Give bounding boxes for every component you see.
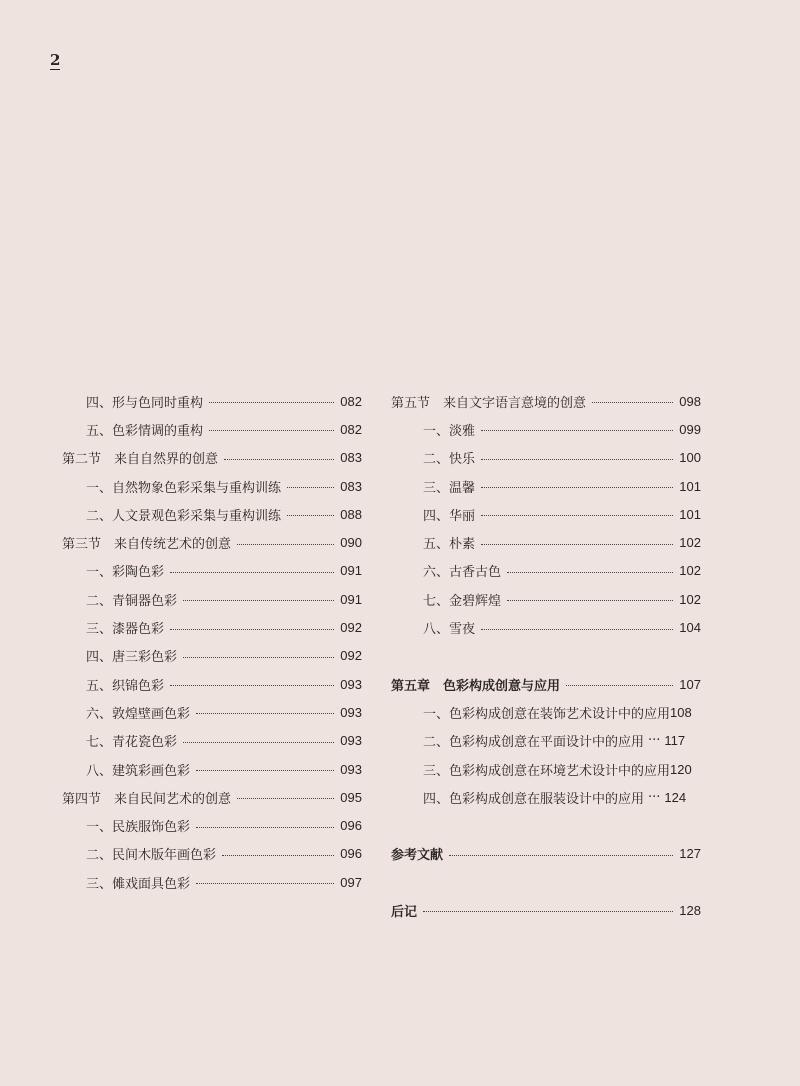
toc-entry[interactable] (391, 613, 701, 641)
toc-leader-dots (287, 486, 334, 488)
toc-entry-page: 117 (664, 733, 686, 749)
toc-entry-page: 093 (340, 704, 362, 720)
toc-leader-dots (183, 741, 334, 743)
toc-leader-dots: ··· (648, 733, 661, 749)
toc-entry-page: 096 (340, 818, 362, 834)
toc-entry-page: 090 (340, 535, 362, 551)
toc-entry[interactable] (62, 755, 362, 783)
toc-entry-title: 二、民间木版年画色彩 (86, 848, 217, 864)
toc-entry-title: 一、色彩构成创意在装饰艺术设计中的应用 (423, 706, 671, 722)
toc-leader-dots (209, 429, 334, 431)
toc-entry-title: 五、色彩情调的重构 (86, 423, 204, 439)
toc-leader-dots (209, 401, 334, 403)
toc-leader-dots (507, 599, 673, 601)
toc-entry[interactable] (62, 698, 362, 726)
toc-entry-page: 101 (679, 478, 701, 494)
toc-leader-dots (481, 514, 673, 516)
toc-leader-dots (170, 628, 334, 630)
toc-entry[interactable] (391, 387, 701, 415)
toc-entry-page: 128 (679, 902, 701, 918)
toc-leader-dots (481, 543, 673, 545)
toc-entry[interactable] (62, 500, 362, 528)
toc-leader-dots: ··· (648, 789, 661, 805)
toc-entry-page: 083 (340, 478, 362, 494)
toc-entry-title: 后记 (391, 904, 418, 920)
toc-leader-dots (196, 826, 334, 828)
toc-entry-title: 第五章 色彩构成创意与应用 (391, 678, 561, 694)
toc-entry[interactable] (62, 783, 362, 811)
toc-leader-dots (222, 854, 334, 856)
toc-entry[interactable] (391, 727, 701, 755)
toc-leader-dots (224, 458, 334, 460)
toc-entry-title: 七、青花瓷色彩 (86, 735, 178, 751)
toc-entry-title: 四、形与色同时重构 (86, 395, 204, 411)
toc-entry-page: 096 (340, 846, 362, 862)
toc-entry[interactable] (62, 840, 362, 868)
toc-leader-dots (287, 514, 334, 516)
toc-entry-page: 100 (679, 450, 701, 466)
toc-entry[interactable] (62, 868, 362, 896)
toc-entry-title: 七、金碧辉煌 (423, 593, 502, 609)
toc-entry-title: 一、自然物象色彩采集与重构训练 (86, 480, 282, 496)
toc-entry-title: 四、唐三彩色彩 (86, 650, 178, 666)
toc-entry-title: 一、彩陶色彩 (86, 565, 165, 581)
toc-entry-page: 107 (679, 676, 701, 692)
toc-left-column (62, 387, 362, 896)
toc-entry-title: 八、雪夜 (423, 622, 476, 638)
toc-entry-page: 093 (340, 733, 362, 749)
toc-entry-page: 101 (679, 506, 701, 522)
toc-entry-page: 102 (679, 563, 701, 579)
toc-entry[interactable] (391, 557, 701, 585)
toc-entry-title: 一、民族服饰色彩 (86, 820, 191, 836)
toc-entry-title: 三、漆器色彩 (86, 622, 165, 638)
toc-entry-page: 097 (340, 874, 362, 890)
toc-leader-dots (481, 458, 673, 460)
toc-leader-dots (183, 656, 334, 658)
toc-spacer (391, 642, 701, 670)
toc-entry[interactable] (391, 528, 701, 556)
toc-entry[interactable] (391, 755, 701, 783)
toc-entry[interactable] (62, 472, 362, 500)
toc-entry[interactable] (62, 387, 362, 415)
toc-right-column (391, 387, 701, 925)
toc-entry[interactable] (62, 670, 362, 698)
toc-entry-page: 092 (340, 620, 362, 636)
toc-entry-title: 一、淡雅 (423, 423, 476, 439)
toc-entry-page: 099 (679, 421, 701, 437)
toc-entry[interactable] (391, 585, 701, 613)
toc-entry[interactable] (62, 642, 362, 670)
toc-entry-page: 091 (340, 591, 362, 607)
toc-entry-page: 104 (679, 620, 701, 636)
toc-entry[interactable] (62, 727, 362, 755)
toc-entry[interactable] (62, 613, 362, 641)
toc-entry-title: 六、古香古色 (423, 565, 502, 581)
toc-entry[interactable] (391, 783, 701, 811)
toc-entry[interactable] (391, 444, 701, 472)
toc-entry-page: 088 (340, 506, 362, 522)
toc-entry-title: 第三节 来自传统艺术的创意 (62, 537, 232, 553)
toc-entry-title: 五、朴素 (423, 537, 476, 553)
toc-entry-page: 093 (340, 676, 362, 692)
toc-entry[interactable] (62, 811, 362, 839)
toc-entry-page: 127 (679, 846, 701, 862)
toc-entry-title: 二、色彩构成创意在平面设计中的应用 (423, 735, 645, 751)
toc-spacer (391, 868, 701, 896)
toc-entry[interactable] (62, 557, 362, 585)
toc-entry-page: 093 (340, 761, 362, 777)
toc-entry[interactable] (391, 500, 701, 528)
toc-entry-title: 参考文献 (391, 848, 444, 864)
toc-entry-title: 三、色彩构成创意在环境艺术设计中的应用 (423, 763, 671, 779)
toc-entry-page: 092 (340, 648, 362, 664)
toc-leader-dots (481, 429, 673, 431)
toc-entry[interactable] (62, 585, 362, 613)
toc-entry-page: 102 (679, 535, 701, 551)
toc-leader-dots (196, 712, 334, 714)
toc-entry-page: 098 (679, 393, 701, 409)
toc-entry-page: 083 (340, 450, 362, 466)
toc-entry[interactable] (62, 444, 362, 472)
toc-entry-title: 第二节 来自自然界的创意 (62, 452, 219, 468)
toc-entry[interactable] (62, 528, 362, 556)
toc-entry[interactable] (391, 840, 701, 868)
toc-entry-page: 108 (670, 704, 692, 720)
toc-entry-title: 八、建筑彩画色彩 (86, 763, 191, 779)
toc-entry-title: 四、色彩构成创意在服装设计中的应用 (423, 791, 645, 807)
toc-leader-dots (507, 571, 673, 573)
toc-leader-dots (196, 769, 334, 771)
toc-entry-title: 二、青铜器色彩 (86, 593, 178, 609)
toc-entry[interactable] (391, 472, 701, 500)
page-number: 2 (50, 51, 61, 69)
toc-leader-dots (170, 684, 334, 686)
toc-spacer (391, 811, 701, 839)
toc-entry[interactable] (391, 896, 701, 924)
toc-entry-page: 082 (340, 421, 362, 437)
toc-leader-dots (592, 401, 673, 403)
toc-entry-page: 124 (664, 789, 687, 805)
toc-entry-title: 第四节 来自民间艺术的创意 (62, 791, 232, 807)
toc-leader-dots (566, 684, 673, 686)
toc-entry-title: 四、华丽 (423, 508, 476, 524)
toc-entry-title: 二、快乐 (423, 452, 476, 468)
toc-leader-dots (481, 628, 673, 630)
toc-leader-dots (237, 797, 334, 799)
toc-entry-page: 120 (670, 761, 692, 777)
toc-entry[interactable] (391, 698, 701, 726)
toc-entry[interactable] (391, 670, 701, 698)
toc-entry-title: 三、温馨 (423, 480, 476, 496)
toc-leader-dots (196, 882, 334, 884)
toc-leader-dots (170, 571, 334, 573)
toc-leader-dots (449, 854, 673, 856)
toc-entry[interactable] (391, 415, 701, 443)
toc-entry-page: 082 (340, 393, 362, 409)
toc-entry-title: 五、织锦色彩 (86, 678, 165, 694)
toc-entry-title: 六、敦煌壁画色彩 (86, 706, 191, 722)
toc-entry-page: 095 (340, 789, 362, 805)
toc-leader-dots (183, 599, 334, 601)
toc-entry-page: 102 (679, 591, 701, 607)
toc-entry-title: 三、傩戏面具色彩 (86, 876, 191, 892)
toc-leader-dots (481, 486, 673, 488)
toc-leader-dots (237, 543, 334, 545)
toc-entry[interactable] (62, 415, 362, 443)
toc-entry-page: 091 (340, 563, 362, 579)
toc-entry-title: 二、人文景观色彩采集与重构训练 (86, 508, 282, 524)
toc-leader-dots (423, 910, 673, 912)
toc-entry-title: 第五节 来自文字语言意境的创意 (391, 395, 587, 411)
